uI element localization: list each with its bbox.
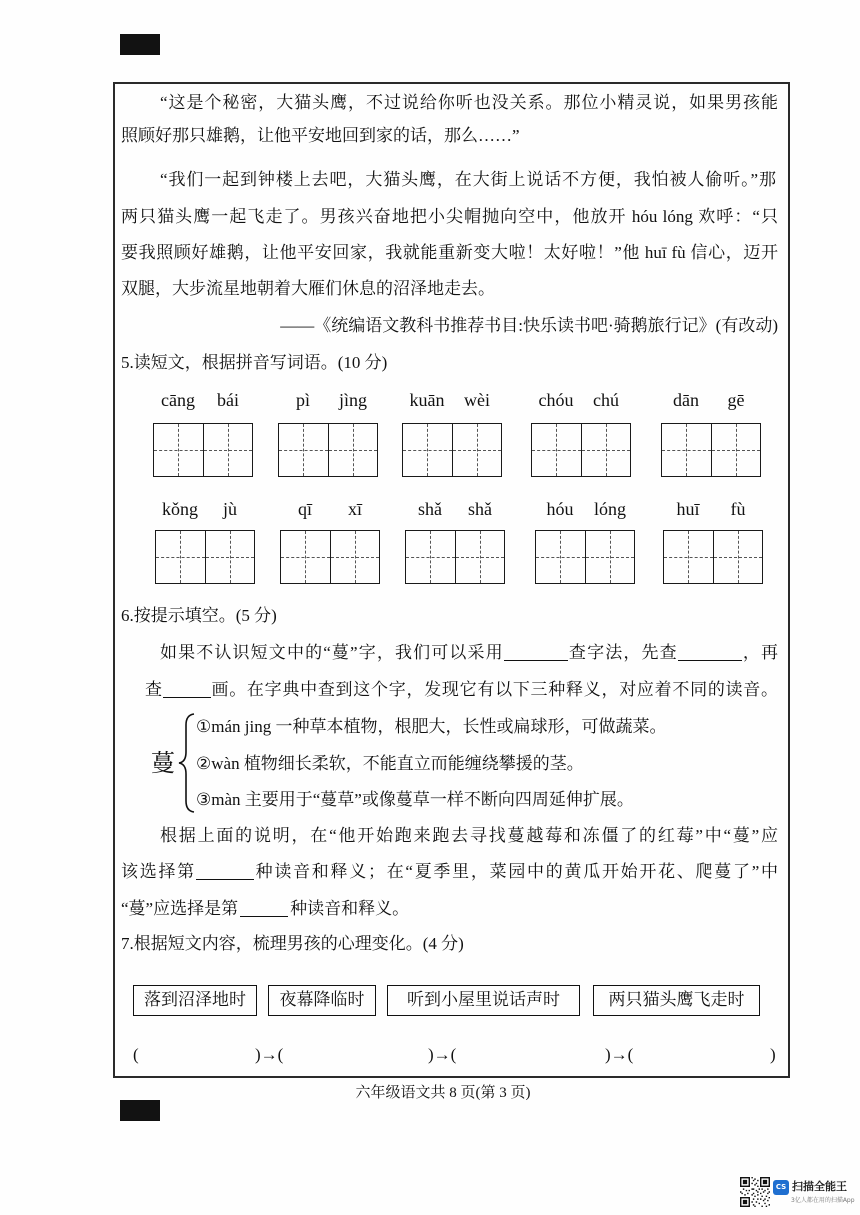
answer-grid (661, 423, 761, 477)
grid-cell (406, 531, 455, 583)
answer-arrow-bracket: )→( (255, 1045, 284, 1064)
answer-blank (678, 659, 742, 661)
pinyin-syllable: fù (730, 499, 746, 519)
pinyin-label (661, 388, 761, 412)
stage-box: 落到沼泽地时 (133, 985, 257, 1016)
pinyin-syllable: hóu (546, 499, 574, 519)
q6-text: 种读音和释义。 (290, 899, 410, 918)
pinyin-syllable: bái (217, 390, 239, 410)
pinyin-syllable: pì (295, 390, 310, 410)
answer-bracket: ) (770, 1045, 776, 1064)
passage-source: ——《统编语文教科书推荐书目:快乐读书吧·骑鹅旅行记》(有改动) (280, 316, 778, 335)
answer-grid (405, 530, 505, 584)
pinyin-label (405, 497, 505, 521)
definition-line: ①mán jing 一种草本植物，根肥大，长性或扁球形，可做蔬菜。 (196, 717, 667, 736)
pinyin-syllable: jù (222, 499, 237, 519)
grid-cell (711, 424, 761, 476)
pinyin-label (278, 388, 378, 412)
pinyin-label (663, 497, 763, 521)
passage-line: “我们一起到钟楼上去吧，大猫头鹰，在大街上说话不方便，我怕被人偷听。”那 (160, 170, 776, 189)
frame-top-border (113, 82, 790, 84)
pinyin-syllable: jìng (338, 390, 367, 410)
dictionary-head-character: 蔓 (151, 751, 175, 777)
pinyin-syllable: lóng (593, 499, 626, 519)
q6-text: 种读音和释义；在“夏季里，菜园中的黄瓜开始开花、爬蔓了”中 (253, 862, 779, 881)
q6-text: 画。在字典中查到这个字，发现它有以下三种释义，对应着不同的读音。 (210, 680, 779, 699)
redaction-block-bottom (120, 1100, 160, 1121)
pinyin-syllable: chóu (538, 390, 574, 410)
pinyin-syllable: dān (673, 390, 699, 410)
redaction-block-top (120, 34, 160, 55)
page-footer: 六年级语文共 8 页(第 3 页) (355, 1085, 531, 1101)
q6-prompt-line (145, 678, 778, 702)
q7-title: 7.根据短文内容，梳理男孩的心理变化。(4 分) (121, 934, 464, 953)
qr-code (740, 1177, 770, 1207)
frame-left-border (113, 82, 115, 1077)
q6-prompt-line (160, 641, 778, 665)
pinyin-label (402, 388, 502, 412)
definition-line: ③màn 主要用于“蔓草”或像蔓草一样不断向四周延伸扩展。 (196, 790, 634, 809)
definition-line: ②wàn 植物细长柔软，不能直立而能缠绕攀援的茎。 (196, 754, 584, 773)
q6-title: 6.按提示填空。(5 分) (121, 606, 277, 625)
answer-grid (535, 530, 635, 584)
q6-text: 如果不认识短文中的“蔓”字，我们可以采用 (160, 643, 504, 662)
grid-cell (664, 531, 713, 583)
q6-prompt-line (121, 897, 409, 921)
grid-cell (713, 531, 763, 583)
pinyin-syllable: xī (347, 499, 362, 519)
frame-bottom-border (113, 1076, 790, 1078)
pinyin-label (535, 497, 635, 521)
brace-icon (178, 712, 196, 814)
answer-bracket: ( (133, 1045, 139, 1064)
grid-cell (581, 424, 631, 476)
answer-arrow-bracket: )→( (605, 1045, 634, 1064)
answer-blank (504, 659, 568, 661)
answer-grid (280, 530, 380, 584)
pinyin-label (153, 388, 253, 412)
answer-grid (663, 530, 763, 584)
passage-line: 要我照顾好雄鹅，让他平安回家，我就能重新变大啦！太好啦！”他 huī fù 信心，迈开 (121, 243, 778, 262)
passage-line: “这是个秘密，大猫头鹰，不过说给你听也没关系。那位小精灵说，如果男孩能 (160, 93, 778, 112)
answer-grid (531, 423, 631, 477)
grid-cell (279, 424, 328, 476)
grid-cell (455, 531, 505, 583)
grid-cell (532, 424, 581, 476)
q5-title: 5.读短文，根据拼音写词语。(10 分) (121, 353, 388, 372)
q6-prompt-line (121, 860, 778, 884)
grid-cell (154, 424, 203, 476)
pinyin-syllable: wèi (464, 390, 490, 410)
stage-box: 夜幕降临时 (268, 985, 376, 1016)
stage-box: 两只猫头鹰飞走时 (593, 985, 760, 1016)
pinyin-syllable: shǎ (418, 499, 442, 519)
answer-blank (163, 696, 211, 698)
grid-cell (330, 531, 380, 583)
scanner-tagline: 3亿人都在用的扫描App (791, 1197, 855, 1204)
pinyin-syllable: qī (297, 499, 312, 519)
q6-text: “蔓”应选择是第 (121, 899, 239, 918)
grid-cell (205, 531, 255, 583)
scanner-brand: 扫描全能王 (792, 1180, 847, 1193)
pinyin-label (280, 497, 380, 521)
grid-cell (403, 424, 452, 476)
pinyin-syllable: chú (593, 390, 619, 410)
grid-cell (281, 531, 330, 583)
q6-text: 查 (145, 680, 163, 699)
pinyin-syllable: kuān (409, 390, 445, 410)
pinyin-label (155, 497, 255, 521)
pinyin-syllable: kǒng (162, 499, 198, 519)
pinyin-label (531, 388, 631, 412)
grid-cell (156, 531, 205, 583)
answer-grid (402, 423, 502, 477)
answer-grid (155, 530, 255, 584)
q6-text: 该选择第 (121, 862, 196, 881)
grid-cell (662, 424, 711, 476)
pinyin-syllable: cāng (161, 390, 195, 410)
q6-text: 查字法，先查 (567, 643, 678, 662)
passage-line: 照顾好那只雄鹅，让他平安地回到家的话，那么……” (121, 126, 520, 145)
grid-cell (452, 424, 502, 476)
q6-text: ，再 (741, 643, 779, 662)
q6-prompt-line: 根据上面的说明，在“他开始跑来跑去寻找蔓越莓和冻僵了的红莓”中“蔓”应 (160, 826, 778, 845)
answer-arrow-bracket: )→( (428, 1045, 457, 1064)
frame-right-border (788, 82, 790, 1077)
pinyin-syllable: huī (676, 499, 700, 519)
answer-grid (153, 423, 253, 477)
answer-blank (196, 878, 254, 880)
pinyin-syllable: shǎ (468, 499, 492, 519)
answer-grid (278, 423, 378, 477)
passage-line: 两只猫头鹰一起飞走了。男孩兴奋地把小尖帽抛向空中，他放开 hóu lóng 欢呼：“只 (121, 207, 778, 226)
stage-box: 听到小屋里说话声时 (387, 985, 580, 1016)
scanner-logo: CS (773, 1180, 789, 1195)
answer-blank (240, 915, 288, 917)
grid-cell (328, 424, 378, 476)
passage-line: 双腿，大步流星地朝着大雁们休息的沼泽地走去。 (121, 279, 495, 298)
pinyin-syllable: gē (727, 390, 745, 410)
grid-cell (585, 531, 635, 583)
grid-cell (536, 531, 585, 583)
grid-cell (203, 424, 253, 476)
